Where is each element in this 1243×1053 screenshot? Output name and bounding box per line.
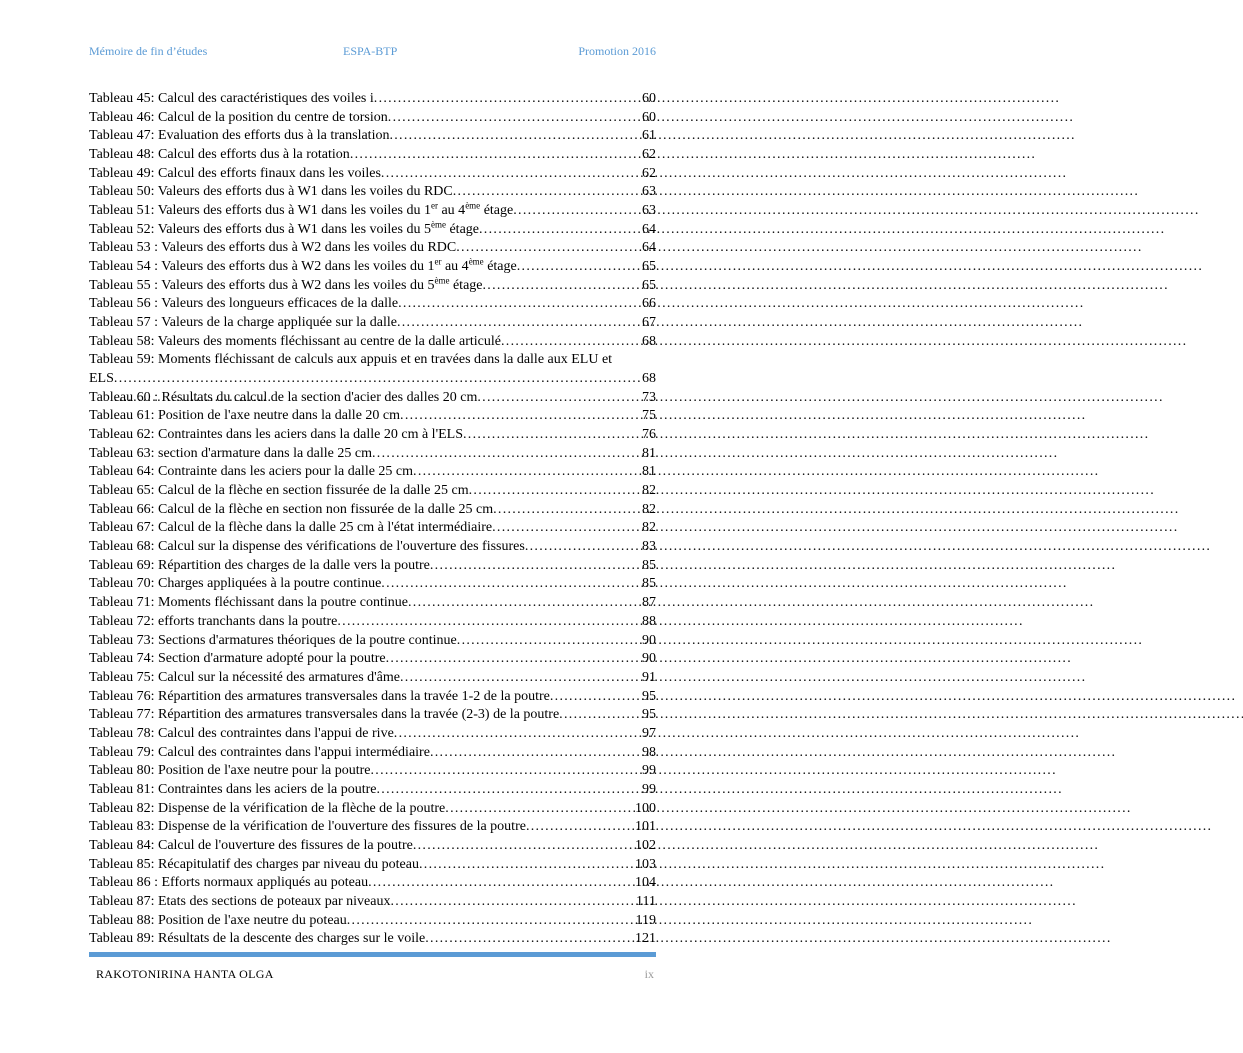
toc-entry-label: Tableau 46: Calcul de la position du centre de torsion bbox=[89, 109, 388, 125]
toc-entry-page: 90 bbox=[642, 651, 656, 667]
toc-entry-page: 61 bbox=[642, 128, 656, 144]
toc-entry-label: Tableau 59: Moments fléchissant de calculs aux appuis et en travées dans la dalle aux ELU et bbox=[89, 352, 613, 368]
toc-entry-page: 104 bbox=[635, 875, 656, 891]
toc-leader-dots bbox=[430, 557, 642, 576]
toc-entry-label: Tableau 48: Calcul des efforts dus à la rotation bbox=[89, 147, 350, 163]
toc-entry-label: Tableau 83: Dispense de la vérification de l'ouverture des fissures de la poutre bbox=[89, 819, 526, 835]
toc-leader-dots bbox=[550, 688, 642, 707]
toc-leader-dots bbox=[457, 632, 642, 651]
toc-entry-page: 62 bbox=[642, 147, 656, 163]
toc-entry[interactable] bbox=[89, 146, 656, 165]
toc-entry-page: 68 bbox=[642, 371, 656, 387]
toc-entry-page: 88 bbox=[642, 613, 656, 629]
toc-entry[interactable] bbox=[89, 314, 656, 333]
toc-entry-page: 95 bbox=[642, 707, 656, 723]
toc-leader-dots bbox=[493, 501, 642, 520]
toc-entry[interactable] bbox=[89, 463, 656, 482]
toc-leader-dots bbox=[397, 314, 642, 333]
toc-entry[interactable] bbox=[89, 594, 656, 613]
header-left: Mémoire de fin d’études bbox=[89, 44, 208, 58]
toc-leader-dots bbox=[372, 445, 642, 464]
toc-leader-dots bbox=[469, 482, 642, 501]
toc-entry[interactable] bbox=[89, 258, 656, 277]
toc-entry-label: Tableau 76: Répartition des armatures transversales dans la travée 1-2 de la poutre bbox=[89, 688, 550, 704]
toc-entry-label: Tableau 73: Sections d'armatures théoriques de la poutre continue bbox=[89, 632, 457, 648]
toc-leader-dots bbox=[445, 800, 635, 819]
toc-entry[interactable] bbox=[89, 781, 656, 800]
toc-entry-label: Tableau 49: Calcul des efforts finaux dans les voiles bbox=[89, 165, 381, 181]
toc-entry[interactable] bbox=[89, 519, 656, 538]
toc-entry-label: Tableau 57 : Valeurs de la charge appliquée sur la dalle bbox=[89, 315, 397, 331]
toc-entry-page: 60 bbox=[642, 91, 656, 106]
toc-leader-dots bbox=[559, 706, 642, 725]
toc-leader-dots bbox=[400, 669, 642, 688]
toc-entry[interactable] bbox=[89, 744, 656, 763]
toc-entry-label: Tableau 77: Répartition des armatures transversales dans la travée (2-3) de la poutre bbox=[89, 707, 560, 723]
page-header bbox=[89, 44, 656, 60]
toc-entry[interactable] bbox=[89, 165, 656, 184]
toc-leader-dots bbox=[398, 295, 642, 314]
toc-entry[interactable] bbox=[89, 333, 656, 352]
toc-entry[interactable] bbox=[89, 538, 656, 557]
toc-leader-dots bbox=[513, 202, 642, 221]
toc-entry-page: 121 bbox=[635, 931, 656, 947]
toc-entry[interactable] bbox=[89, 650, 656, 669]
toc-entry-label: Tableau 47: Evaluation des efforts dus à la translation bbox=[89, 128, 390, 144]
toc-entry-page: 99 bbox=[642, 763, 656, 779]
toc-entry[interactable] bbox=[89, 818, 656, 837]
toc-entry-label: Tableau 75: Calcul sur la nécessité des armatures d'âme bbox=[89, 669, 400, 685]
toc-entry-page: 82 bbox=[642, 520, 656, 536]
toc-entry-label: Tableau 64: Contrainte dans les aciers pour la dalle 25 cm bbox=[89, 464, 414, 480]
toc-entry[interactable] bbox=[89, 482, 656, 501]
toc-entry-label: Tableau 72: efforts tranchants dans la poutre bbox=[89, 613, 338, 629]
toc-entry-page: 91 bbox=[642, 669, 656, 685]
toc-entry[interactable] bbox=[89, 575, 656, 594]
toc-entry-label: Tableau 56 : Valeurs des longueurs efficaces de la dalle bbox=[89, 296, 399, 312]
toc-entry[interactable] bbox=[89, 613, 656, 632]
toc-leader-dots bbox=[413, 837, 635, 856]
toc-entry-page: 95 bbox=[642, 688, 656, 704]
toc-entry-label: Tableau 78: Calcul des contraintes dans l'appui de rive bbox=[89, 725, 394, 741]
toc-entry[interactable] bbox=[89, 557, 656, 576]
toc-entry[interactable] bbox=[89, 800, 656, 819]
toc-leader-dots bbox=[477, 389, 642, 408]
toc-entry-label: Tableau 80: Position de l'axe neutre pour la poutre bbox=[89, 763, 371, 779]
toc-leader-dots bbox=[389, 127, 642, 146]
toc-entry-page: 62 bbox=[642, 165, 656, 181]
toc-entry-page: 64 bbox=[642, 221, 656, 237]
toc-entry-label: Tableau 54 : Valeurs des efforts dus à W2 dans les voiles du 1er au 4ème étage bbox=[89, 256, 517, 275]
toc-entry-page: 111 bbox=[636, 893, 656, 909]
toc-entry-label: Tableau 89: Résultats de la descente des charges sur le voile bbox=[89, 931, 426, 947]
toc-leader-dots bbox=[368, 874, 635, 893]
toc-entry-label: Tableau 55 : Valeurs des efforts dus à W2 dans les voiles du 5ème étage bbox=[89, 275, 483, 293]
toc-entry-label: Tableau 79: Calcul des contraintes dans l'appui intermédiaire bbox=[89, 744, 430, 760]
toc-entry-label: Tableau 87: Etats des sections de poteaux par niveaux bbox=[89, 893, 391, 909]
toc-entry-page: 99 bbox=[642, 781, 656, 797]
toc-entry-label: Tableau 62: Contraintes dans les aciers dans la dalle 20 cm à l'ELS bbox=[89, 427, 463, 443]
toc-entry[interactable] bbox=[89, 930, 656, 949]
toc-entry-page: 63 bbox=[642, 184, 656, 200]
toc-entry-page: 82 bbox=[642, 501, 656, 517]
toc-leader-dots bbox=[483, 277, 643, 296]
toc-entry[interactable] bbox=[89, 183, 656, 202]
toc-entry-page: 85 bbox=[642, 557, 656, 573]
toc-leader-dots bbox=[388, 109, 642, 128]
toc-entry-label: Tableau 67: Calcul de la flèche dans la dalle 25 cm à l'état intermédiaire bbox=[89, 520, 493, 536]
toc-entry-page: 73 bbox=[642, 389, 656, 405]
toc-leader-dots bbox=[456, 239, 642, 258]
table-of-tables bbox=[89, 90, 656, 949]
header-center: ESPA-BTP bbox=[343, 44, 398, 58]
toc-entry-label: Tableau 65: Calcul de la flèche en section fissurée de la dalle 25 cm bbox=[89, 483, 469, 499]
toc-entry[interactable] bbox=[89, 725, 656, 744]
toc-entry-page: 60 bbox=[642, 109, 656, 125]
toc-entry-label: Tableau 74: Section d'armature adopté pour la poutre bbox=[89, 651, 386, 667]
toc-leader-dots bbox=[525, 538, 642, 557]
toc-entry-page: 101 bbox=[635, 819, 656, 835]
toc-entry[interactable] bbox=[89, 221, 656, 240]
toc-entry[interactable] bbox=[89, 893, 656, 912]
toc-entry-line1 bbox=[89, 351, 656, 370]
toc-entry-page: 63 bbox=[642, 203, 656, 219]
toc-entry[interactable] bbox=[89, 90, 656, 109]
toc-entry[interactable] bbox=[89, 632, 656, 651]
toc-entry-label: Tableau 81: Contraintes dans les aciers de la poutre bbox=[89, 781, 377, 797]
toc-entry-page: 100 bbox=[635, 800, 656, 816]
toc-entry[interactable] bbox=[89, 426, 656, 445]
toc-entry-page: 82 bbox=[642, 483, 656, 499]
toc-entry[interactable] bbox=[89, 389, 656, 408]
toc-entry-page: 81 bbox=[642, 464, 656, 480]
toc-entry-label: Tableau 66: Calcul de la flèche en section non fissurée de la dalle 25 cm bbox=[89, 501, 494, 517]
toc-entry-label: Tableau 61: Position de l'axe neutre dans la dalle 20 cm bbox=[89, 408, 401, 424]
toc-entry-page: 65 bbox=[642, 277, 656, 293]
toc-entry[interactable] bbox=[89, 445, 656, 464]
toc-entry[interactable] bbox=[89, 837, 656, 856]
toc-entry-page: 75 bbox=[642, 408, 656, 424]
toc-entry[interactable] bbox=[89, 706, 656, 725]
toc-entry-label: Tableau 51: Valeurs des efforts dus à W1 dans les voiles du 1er au 4ème étage bbox=[89, 200, 514, 219]
toc-leader-dots bbox=[408, 594, 642, 613]
toc-entry-label: Tableau 68: Calcul sur la dispense des vérifications de l'ouverture des fissures bbox=[89, 539, 525, 555]
toc-entry-page: 102 bbox=[635, 837, 656, 853]
toc-entry-label: Tableau 63: section d'armature dans la dalle 25 cm bbox=[89, 445, 372, 461]
toc-entry[interactable] bbox=[89, 912, 656, 931]
toc-entry-label-continued: ELS bbox=[89, 371, 114, 387]
toc-entry[interactable] bbox=[89, 501, 656, 520]
toc-leader-dots bbox=[381, 575, 642, 594]
toc-entry[interactable] bbox=[89, 109, 656, 128]
footer-rule bbox=[89, 952, 656, 957]
toc-leader-dots bbox=[381, 165, 642, 184]
toc-leader-dots bbox=[413, 463, 642, 482]
footer-author: RAKOTONIRINA HANTA OLGA bbox=[96, 967, 274, 981]
toc-leader-dots bbox=[386, 650, 642, 669]
toc-leader-dots bbox=[376, 781, 642, 800]
toc-entry[interactable] bbox=[89, 202, 656, 221]
toc-entry-label: Tableau 52: Valeurs des efforts dus à W1 dans les voiles du 5ème étage bbox=[89, 219, 479, 237]
toc-entry-label: Tableau 71: Moments fléchissant dans la poutre continue bbox=[89, 595, 408, 611]
toc-leader-dots bbox=[370, 762, 642, 781]
toc-entry-page: 119 bbox=[635, 912, 656, 928]
toc-entry[interactable] bbox=[89, 277, 656, 296]
toc-leader-dots bbox=[430, 744, 642, 763]
toc-leader-dots bbox=[501, 333, 642, 352]
toc-entry-label: Tableau 88: Position de l'axe neutre du poteau bbox=[89, 912, 347, 928]
toc-entry-page: 103 bbox=[635, 856, 656, 872]
toc-entry[interactable] bbox=[89, 856, 656, 875]
toc-entry[interactable] bbox=[89, 239, 656, 258]
toc-leader-dots bbox=[394, 725, 642, 744]
toc-entry-label: Tableau 45: Calcul des caractéristiques des voiles i bbox=[89, 91, 374, 106]
toc-entry[interactable] bbox=[89, 669, 656, 688]
toc-entry-label: Tableau 82: Dispense de la vérification de la flèche de la poutre bbox=[89, 800, 446, 816]
toc-entry[interactable] bbox=[89, 762, 656, 781]
footer-page-number: ix bbox=[644, 967, 654, 981]
toc-entry-label: Tableau 86 : Efforts normaux appliqués au poteau bbox=[89, 875, 369, 891]
toc-entry[interactable] bbox=[89, 407, 656, 426]
toc-entry[interactable] bbox=[89, 688, 656, 707]
toc-entry-label: Tableau 84: Calcul de l'ouverture des fissures de la poutre bbox=[89, 837, 413, 853]
header-right: Promotion 2016 bbox=[578, 44, 656, 58]
toc-entry[interactable] bbox=[89, 351, 656, 388]
toc-leader-dots bbox=[425, 930, 635, 949]
toc-leader-dots bbox=[453, 183, 642, 202]
toc-leader-dots bbox=[526, 818, 635, 837]
toc-entry-label: Tableau 85: Récapitulatif des charges par niveau du poteau bbox=[89, 856, 419, 872]
toc-entry[interactable] bbox=[89, 127, 656, 146]
toc-entry-page: 87 bbox=[642, 595, 656, 611]
toc-entry-label: Tableau 53 : Valeurs des efforts dus à W2 dans les voiles du RDC bbox=[89, 240, 457, 256]
toc-entry-label: Tableau 70: Charges appliquées à la poutre continue bbox=[89, 576, 382, 592]
toc-entry-page: 67 bbox=[642, 315, 656, 331]
toc-leader-dots bbox=[492, 519, 642, 538]
toc-entry-label: Tableau 69: Répartition des charges de la dalle vers la poutre bbox=[89, 557, 430, 573]
toc-leader-dots bbox=[517, 258, 642, 277]
toc-leader-dots bbox=[390, 893, 636, 912]
toc-entry-page: 83 bbox=[642, 539, 656, 555]
toc-leader-dots bbox=[419, 856, 635, 875]
toc-entry-label: Tableau 50: Valeurs des efforts dus à W1 dans les voiles du RDC bbox=[89, 184, 453, 200]
toc-entry[interactable] bbox=[89, 874, 656, 893]
toc-entry-label: Tableau 58: Valeurs des moments fléchissant au centre de la dalle articulé bbox=[89, 333, 501, 349]
toc-leader-dots bbox=[337, 613, 642, 632]
toc-entry-page: 98 bbox=[642, 744, 656, 760]
toc-leader-dots bbox=[479, 221, 642, 240]
toc-leader-dots bbox=[374, 90, 642, 109]
toc-leader-dots bbox=[400, 407, 642, 426]
toc-entry-label: Tableau 60 : Résultats du calcul de la section d'acier des dalles 20 cm bbox=[89, 389, 478, 405]
toc-entry-page: 81 bbox=[642, 445, 656, 461]
toc-leader-dots bbox=[463, 426, 642, 445]
toc-entry-page: 65 bbox=[642, 259, 656, 275]
toc-leader-dots bbox=[347, 912, 636, 931]
toc-entry-page: 85 bbox=[642, 576, 656, 592]
toc-entry[interactable] bbox=[89, 295, 656, 314]
toc-leader-dots bbox=[350, 146, 642, 165]
toc-entry-page: 90 bbox=[642, 632, 656, 648]
toc-entry-page: 97 bbox=[642, 725, 656, 741]
toc-entry-page: 66 bbox=[642, 296, 656, 312]
toc-entry-page: 68 bbox=[642, 333, 656, 349]
toc-entry-page: 76 bbox=[642, 427, 656, 443]
toc-entry-page: 64 bbox=[642, 240, 656, 256]
